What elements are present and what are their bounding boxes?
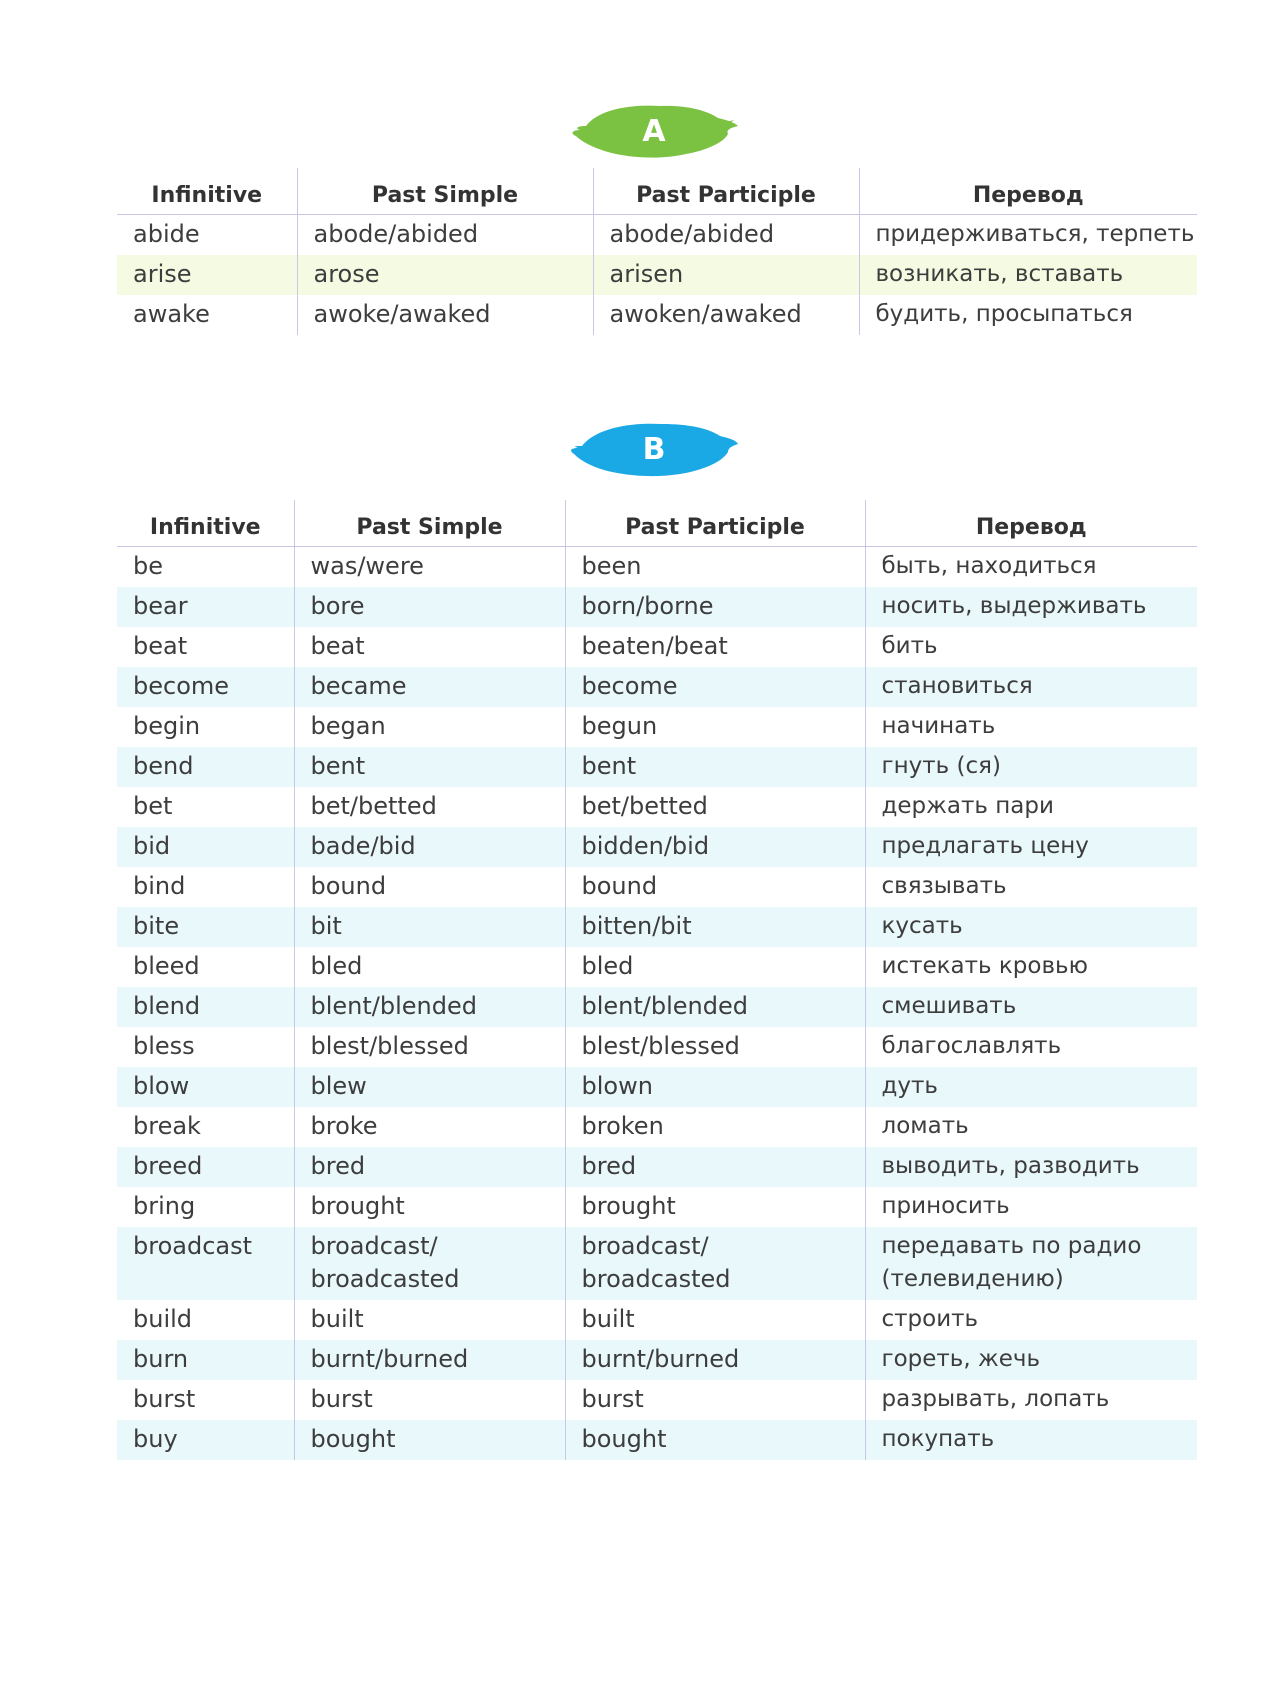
cell-infinitive: bet <box>133 792 173 820</box>
cell-past-participle: become <box>565 667 865 707</box>
cell-past-participle: burnt/burned <box>565 1340 865 1380</box>
table-row <box>117 667 1197 707</box>
cell-line: broadcasted <box>581 1265 731 1293</box>
section-a-letter: A <box>642 114 666 149</box>
cell-past-simple <box>294 1227 565 1300</box>
cell-infinitive: bleed <box>133 952 200 980</box>
cell-translation: держать пари <box>865 787 1197 827</box>
cell-infinitive: blow <box>117 1067 294 1107</box>
cell-translation: строить <box>865 1300 1197 1340</box>
cell-translation: предлагать цену <box>865 827 1197 867</box>
cell-translation: приносить <box>865 1187 1197 1227</box>
cell-past-simple: arose <box>297 255 593 295</box>
table-row <box>117 707 1197 747</box>
cell-infinitive: blend <box>117 987 294 1027</box>
cell-line: broadcast/ <box>581 1232 709 1260</box>
cell-translation: бить <box>865 627 1197 667</box>
header-translation: Перевод <box>859 168 1197 215</box>
cell-translation: благославлять <box>865 1027 1197 1067</box>
cell-infinitive: arise <box>117 255 297 295</box>
table-row <box>117 1067 1197 1107</box>
cell-past-participle: blest/blessed <box>565 1027 865 1067</box>
cell-line: передавать по радио <box>881 1233 1142 1259</box>
header-past-simple: Past Simple <box>294 500 565 547</box>
cell-past-simple: bought <box>294 1420 565 1460</box>
cell-translation: связывать <box>865 867 1197 907</box>
cell-translation: гореть, жечь <box>865 1340 1197 1380</box>
cell-translation: дуть <box>865 1067 1197 1107</box>
table-row <box>117 867 1197 907</box>
header-translation: Перевод <box>865 500 1197 547</box>
cell-past-participle: beaten/beat <box>565 627 865 667</box>
table-row <box>117 787 1197 827</box>
cell-past-simple: blest/blessed <box>294 1027 565 1067</box>
cell-past-participle: brought <box>565 1187 865 1227</box>
cell-translation: придерживаться, терпеть <box>859 215 1197 256</box>
table-row <box>117 1420 1197 1460</box>
verbs-table-a <box>117 168 1197 335</box>
table-row <box>117 1187 1197 1227</box>
cell-translation: покупать <box>865 1420 1197 1460</box>
table-row <box>117 215 1197 256</box>
cell-past-simple: blent/blended <box>294 987 565 1027</box>
cell-past-participle: built <box>565 1300 865 1340</box>
cell-translation: выводить, разводить <box>865 1147 1197 1187</box>
cell-past-participle: bet/betted <box>565 787 865 827</box>
table-header-row <box>117 500 1197 547</box>
table-row <box>117 907 1197 947</box>
table-row <box>117 1227 1197 1300</box>
cell-translation: гнуть (ся) <box>865 747 1197 787</box>
header-past-simple: Past Simple <box>297 168 593 215</box>
section-b-letter: B <box>642 432 666 467</box>
cell-translation: быть, находиться <box>865 547 1197 588</box>
cell-past-simple: burst <box>294 1380 565 1420</box>
cell-past-participle: bred <box>565 1147 865 1187</box>
cell-infinitive: build <box>133 1305 193 1333</box>
cell-infinitive: abide <box>133 220 200 248</box>
verbs-table-b <box>117 500 1197 1460</box>
table-row <box>117 547 1197 588</box>
cell-past-simple: awoke/awaked <box>297 295 593 335</box>
cell-past-participle: born/borne <box>565 587 865 627</box>
cell-past-participle: abode/abided <box>593 215 859 256</box>
cell-translation: возникать, вставать <box>859 255 1197 295</box>
cell-past-simple: built <box>294 1300 565 1340</box>
table-row <box>117 295 1197 335</box>
cell-infinitive: breed <box>117 1147 294 1187</box>
table-row <box>117 747 1197 787</box>
cell-past-simple: burnt/burned <box>294 1340 565 1380</box>
cell-infinitive: bind <box>133 872 186 900</box>
cell-translation: становиться <box>865 667 1197 707</box>
cell-past-simple: bound <box>294 867 565 907</box>
cell-translation: разрывать, лопать <box>865 1380 1197 1420</box>
cell-past-simple: bore <box>294 587 565 627</box>
table-row <box>117 1147 1197 1187</box>
cell-infinitive: begin <box>133 712 201 740</box>
cell-infinitive: bite <box>117 907 294 947</box>
cell-translation <box>865 1227 1197 1300</box>
cell-past-participle: bidden/bid <box>565 827 865 867</box>
cell-past-participle: bled <box>565 947 865 987</box>
cell-past-participle: blown <box>565 1067 865 1107</box>
cell-translation: кусать <box>865 907 1197 947</box>
cell-past-simple: was/were <box>294 547 565 588</box>
table-row <box>117 987 1197 1027</box>
cell-past-simple: broke <box>294 1107 565 1147</box>
cell-infinitive: beat <box>133 632 188 660</box>
cell-infinitive: bless <box>133 1032 195 1060</box>
cell-past-participle: burst <box>565 1380 865 1420</box>
header-infinitive: Infinitive <box>117 168 297 215</box>
cell-past-simple: bled <box>294 947 565 987</box>
section-a-badge <box>568 96 740 168</box>
cell-infinitive: break <box>133 1112 201 1140</box>
cell-translation: истекать кровью <box>865 947 1197 987</box>
cell-translation: будить, просыпаться <box>859 295 1197 335</box>
cell-past-participle: bound <box>565 867 865 907</box>
table-row <box>117 627 1197 667</box>
cell-past-simple: abode/abided <box>297 215 593 256</box>
cell-line: (телевидению) <box>881 1266 1064 1292</box>
cell-infinitive: buy <box>117 1420 294 1460</box>
cell-infinitive: broadcast <box>117 1227 294 1300</box>
cell-past-participle: broken <box>565 1107 865 1147</box>
cell-infinitive: bend <box>117 747 294 787</box>
cell-infinitive: bid <box>117 827 294 867</box>
cell-line: broadcasted <box>310 1265 460 1293</box>
table-row <box>117 1380 1197 1420</box>
cell-past-simple: blew <box>294 1067 565 1107</box>
cell-infinitive: bear <box>117 587 294 627</box>
cell-past-simple: bade/bid <box>294 827 565 867</box>
cell-past-simple: bet/betted <box>294 787 565 827</box>
table-row <box>117 1300 1197 1340</box>
cell-past-participle: blent/blended <box>565 987 865 1027</box>
cell-past-participle: bought <box>565 1420 865 1460</box>
section-b-badge <box>568 414 740 486</box>
table-row <box>117 827 1197 867</box>
table-row <box>117 1107 1197 1147</box>
cell-infinitive: burst <box>133 1385 196 1413</box>
cell-infinitive: become <box>117 667 294 707</box>
cell-past-participle: bent <box>565 747 865 787</box>
cell-past-participle: begun <box>565 707 865 747</box>
cell-past-participle: arisen <box>593 255 859 295</box>
cell-past-simple: became <box>294 667 565 707</box>
cell-past-simple: beat <box>294 627 565 667</box>
table-row <box>117 1027 1197 1067</box>
cell-translation: носить, выдерживать <box>865 587 1197 627</box>
cell-past-simple: brought <box>294 1187 565 1227</box>
cell-past-simple: began <box>294 707 565 747</box>
table-header-row <box>117 168 1197 215</box>
table-row <box>117 255 1197 295</box>
header-past-participle: Past Participle <box>593 168 859 215</box>
cell-translation: смешивать <box>865 987 1197 1027</box>
table-row <box>117 587 1197 627</box>
table-row <box>117 947 1197 987</box>
header-infinitive: Infinitive <box>117 500 294 547</box>
cell-translation: ломать <box>865 1107 1197 1147</box>
cell-infinitive: awake <box>133 300 210 328</box>
cell-past-simple: bent <box>294 747 565 787</box>
cell-past-participle <box>565 1227 865 1300</box>
cell-past-participle: bitten/bit <box>565 907 865 947</box>
header-past-participle: Past Participle <box>565 500 865 547</box>
cell-translation: начинать <box>865 707 1197 747</box>
cell-infinitive: be <box>133 552 163 580</box>
cell-past-participle: been <box>565 547 865 588</box>
cell-infinitive: bring <box>133 1192 196 1220</box>
cell-past-simple: bit <box>294 907 565 947</box>
cell-past-participle: awoken/awaked <box>593 295 859 335</box>
cell-line: broadcast/ <box>310 1232 438 1260</box>
cell-past-simple: bred <box>294 1147 565 1187</box>
cell-infinitive: burn <box>117 1340 294 1380</box>
table-row <box>117 1340 1197 1380</box>
